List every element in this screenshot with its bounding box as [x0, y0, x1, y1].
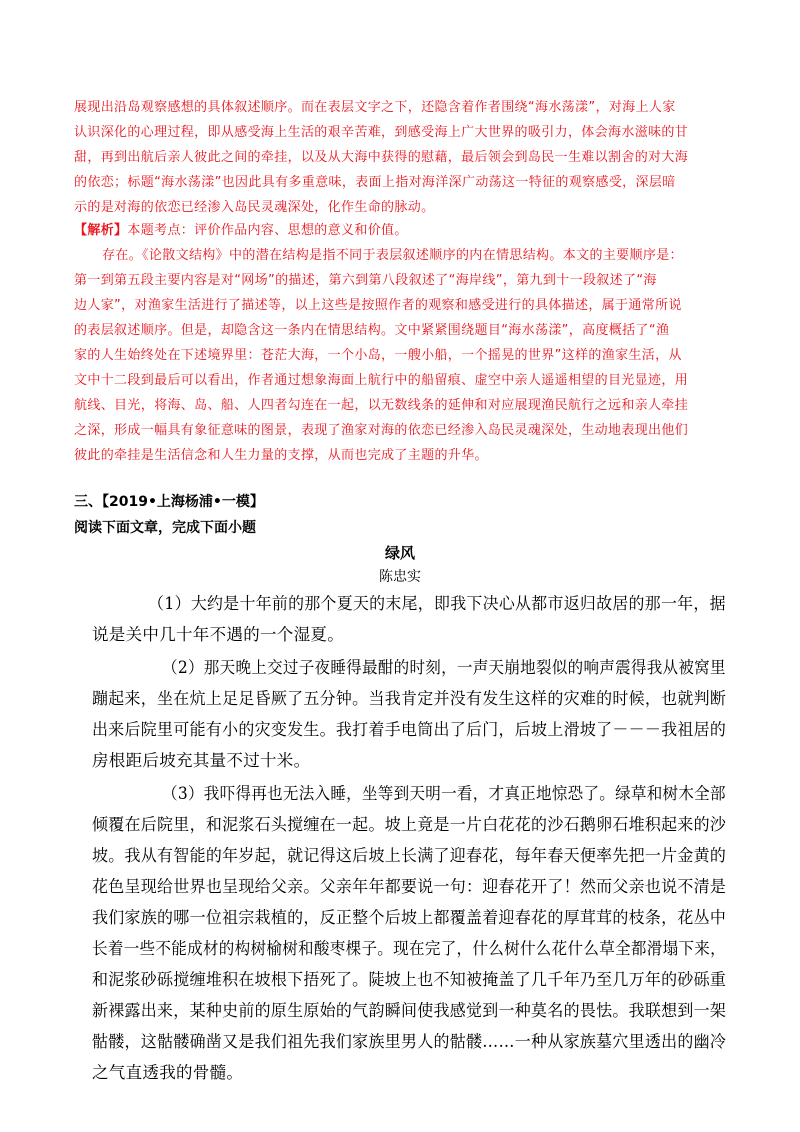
paragraph-line: 倾覆在后院里，和泥浆石头搅缠在一起。坡上竟是一片白花花的沙石鹅卵石堆积起来的沙: [92, 815, 727, 834]
paragraph-line: 和泥浆砂砾搅缠堆积在坡根下捂死了。陡坡上也不知被掩盖了几千年乃至几万年的砂砾重: [92, 970, 727, 989]
paragraph-line: 我们家族的哪一位祖宗栽植的，反正整个后坡上都覆盖着迎春花的厚茸茸的枝条，花丛中: [92, 908, 727, 927]
answer-line: 的表层叙述顺序。但是，却隐含这一条内在情思结构。文中紧紧围绕题目“海水荡漾”，高度概括了“渔: [74, 323, 670, 338]
analysis-line: 甜，再到出航后亲人彼此之间的牵挂，以及从大海中获得的慰藉，最后领会到岛民一生难以割舍的对大海: [74, 150, 689, 165]
article-title: 绿风: [384, 544, 415, 562]
paragraph-line: 之气直透我的骨髓。: [92, 1063, 244, 1082]
answer-line: 彼此的牵挂是生活信念和人生力量的支撑，从而也完成了主题的升华。: [74, 448, 488, 463]
analysis-line: 展现出沿岛观察感想的具体叙述顺序。而在表层文字之下，还隐含着作者围绕“海水荡漾”，对海上人家: [74, 100, 676, 115]
paragraph-line: 蹦起来，坐在炕上足足昏厥了五分钟。当我肯定并没有发生这样的灾难的时候，也就判断: [92, 689, 727, 708]
analysis-line: 的依恋；标题“海水荡漾”也因此具有多重意味，表面上指对海洋深广动荡这一特征的观察感受，深层暗: [74, 175, 676, 190]
paragraph-line: （1）大约是十年前的那个夏天的末尾，即我下决心从都市返归故居的那一年，据: [148, 594, 726, 613]
paragraph-line: 说是关中几十年不遇的一个湿夏。: [92, 625, 344, 644]
paragraph-line: 坡。我从有智能的年岁起，就记得这后坡上长满了迎春花，每年春天便率先把一片金黄的: [92, 846, 727, 865]
answer-line: 文中十二段到最后可以看出，作者通过想象海面上航行中的船留痕、虚空中亲人遥遥相望的目光显迹，用: [74, 373, 689, 388]
paragraph-line: （2）那天晚上交过子夜睡得最酣的时刻，一声天崩地裂似的响声震得我从被窝里: [162, 658, 726, 677]
answer-line: 家的人生始终处在下述境界里：苍茫大海，一个小岛，一艘小船，一个摇晃的世界”这样的渔家生活，从: [74, 348, 682, 363]
answer-line: 存在。《论散文结构》中的潜在结构是指不同于表层叙述顺序的内在情思结构。本文的主要顺序是：: [102, 248, 683, 263]
jiexi-text: 本题考点：评价作品内容、思想的意义和价值。: [127, 223, 408, 238]
jiexi-tag: 【解析】: [74, 223, 128, 238]
paragraph-line: 花色呈现给世界也呈现给父亲。父亲年年都要说一句：迎春花开了！然而父亲也说不清是: [92, 877, 727, 896]
paragraph-line: 出来后院里可能有小的灾变发生。我打着手电筒出了后门，后坡上滑坡了－－－我祖居的: [92, 720, 727, 739]
paragraph-line: 房根距后坡充其量不过十米。: [92, 751, 311, 770]
jiexi-line: [74, 219, 408, 238]
section-instruction: 阅读下面文章，完成下面小题: [74, 520, 256, 536]
answer-line: 第一到第五段主要内容是对“网场”的描述，第六到第八段叙述了“海岸线”，第九到十一段叙述了“海: [74, 273, 657, 288]
analysis-line: 示的是对海的依恋已经渗入岛民灵魂深处，化作生命的脉动。: [74, 200, 435, 215]
answer-line: 之深，形成一幅具有象征意味的图景，表现了渔家对海的依恋已经渗入岛民灵魂深处，生动地表现出他们: [74, 423, 689, 438]
answer-line: 边人家”，对渔家生活进行了描述等，以上这些是按照作者的观察和感受进行的具体描述，属于通常所说: [74, 298, 682, 313]
paragraph-line: （3）我吓得再也无法入睡，坐等到天明一看，才真正地惊恐了。绿草和树木全部: [162, 784, 726, 803]
paragraph-line: 骷髅，这骷髅确凿又是我们祖先我们家族里男人的骷髅……一种从家族墓穴里透出的幽冷: [92, 1032, 727, 1051]
answer-line: 航线、目光，将海、岛、船、人四者勾连在一起，以无数线条的延伸和对应展现渔民航行之远和亲人牵挂: [74, 398, 689, 413]
section-heading: 三、【2019•上海杨浦•一模】: [74, 494, 264, 510]
article-author: 陈忠实: [379, 569, 421, 585]
paragraph-line: 新裸露出来，某种史前的原生原始的气韵瞬间使我感觉到一种莫名的畏怯。我联想到一架: [92, 1001, 727, 1020]
paragraph-line: 长着一些不能成材的构树榆树和酸枣棵子。现在完了，什么树什么花什么草全都滑塌下来，: [92, 939, 726, 958]
analysis-line: 认识深化的心理过程，即从感受海上生活的艰辛苦难，到感受海上广大世界的吸引力，体会海水滋味的甘: [74, 125, 689, 140]
